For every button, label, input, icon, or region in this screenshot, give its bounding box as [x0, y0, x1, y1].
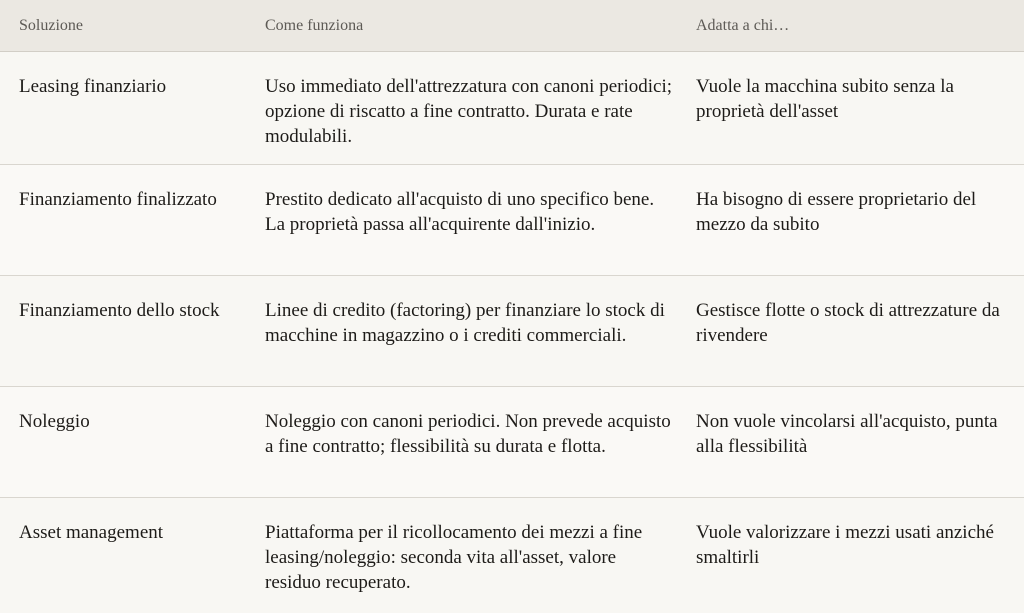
- table-row: [0, 387, 1024, 498]
- table-row: [0, 52, 1024, 165]
- solution-cell: Asset management: [19, 522, 164, 543]
- suited-for-cell: Vuole valorizzare i mezzi usati anziché smaltirli: [696, 522, 994, 568]
- solution-cell: Finanziamento finalizzato: [19, 189, 217, 210]
- how-it-works-cell: Piattaforma per il ricollocamento dei mezzi a fine leasing/noleggio: seconda vita all'asset, valore residuo recuperato.: [265, 522, 643, 593]
- table-row: [0, 498, 1024, 613]
- table-header-row: [0, 0, 1024, 52]
- suited-for-cell: Ha bisogno di essere proprietario del mezzo da subito: [696, 189, 977, 235]
- solution-cell: Noleggio: [19, 411, 90, 432]
- suited-for-cell: Non vuole vincolarsi all'acquisto, punta alla flessibilità: [696, 411, 998, 457]
- solution-cell: Finanziamento dello stock: [19, 300, 220, 321]
- header-how-it-works: Come funziona: [265, 17, 364, 34]
- table-row: [0, 276, 1024, 387]
- how-it-works-cell: Uso immediato dell'attrezzatura con canoni periodici; opzione di riscatto a fine contratto. Durata e rate modulabili.: [265, 76, 673, 147]
- how-it-works-cell: Noleggio con canoni periodici. Non prevede acquisto a fine contratto; flessibilità su durata e flotta.: [265, 411, 671, 457]
- suited-for-cell: Gestisce flotte o stock di attrezzature da rivendere: [696, 300, 1000, 346]
- suited-for-cell: Vuole la macchina subito senza la proprietà dell'asset: [696, 76, 954, 122]
- table-row: [0, 165, 1024, 276]
- solution-cell: Leasing finanziario: [19, 76, 167, 97]
- header-solution: Soluzione: [19, 17, 83, 34]
- how-it-works-cell: Linee di credito (factoring) per finanziare lo stock di macchine in magazzino o i crediti commerciali.: [265, 300, 665, 346]
- header-suited-for: Adatta a chi…: [696, 17, 790, 34]
- how-it-works-cell: Prestito dedicato all'acquisto di uno specifico bene. La proprietà passa all'acquirente dall'inizio.: [265, 189, 655, 235]
